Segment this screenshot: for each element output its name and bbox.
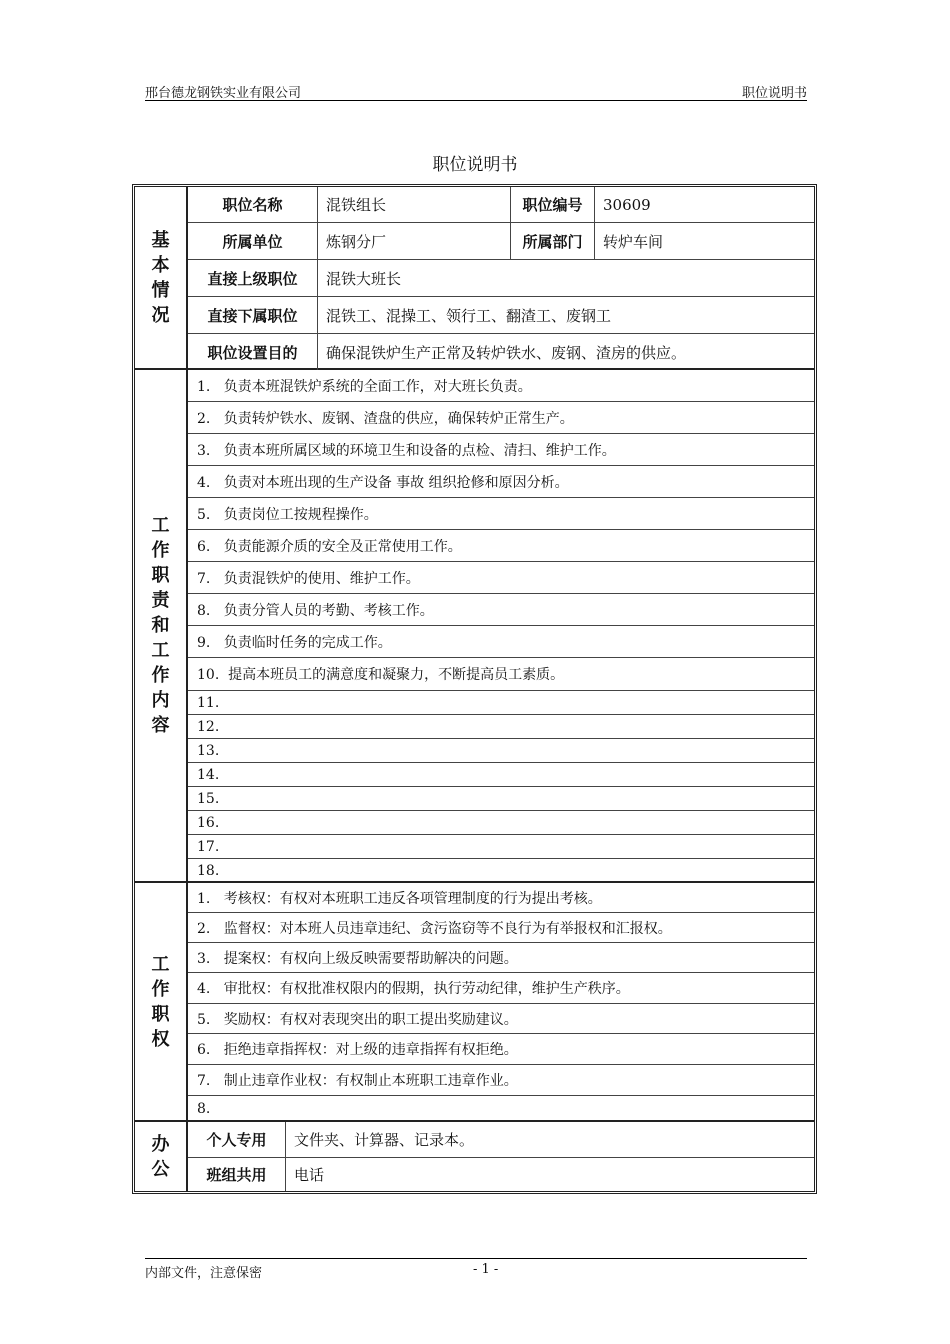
subordinate-value: 混铁工、混操工、领行工、翻渣工、废钢工 bbox=[317, 297, 814, 333]
page-footer bbox=[145, 1258, 807, 1281]
authority-item: 3. 提案权：有权向上级反映需要帮助解决的问题。 bbox=[188, 943, 814, 973]
company-name: 邢台德龙钢铁实业有限公司 bbox=[145, 86, 302, 101]
subordinate-label: 直接下属职位 bbox=[207, 306, 298, 325]
superior-value: 混铁大班长 bbox=[317, 260, 814, 296]
header-doc-type: 职位说明书 bbox=[741, 86, 807, 101]
duty-item: 18. bbox=[197, 863, 220, 879]
authority-item: 8. bbox=[197, 1101, 211, 1117]
authority-item: 5. 奖励权：有权对表现突出的职工提出奖励建议。 bbox=[188, 1004, 814, 1034]
dept-label: 所属部门 bbox=[510, 223, 594, 259]
duty-item: 4. 负责对本班出现的生产设备 事故 组织抢修和原因分析。 bbox=[188, 466, 814, 498]
purpose-row bbox=[188, 334, 814, 370]
authority-item: 7. 制止违章作业权：有权制止本班职工违章作业。 bbox=[188, 1065, 814, 1096]
position-name-value: 混铁组长 bbox=[317, 187, 510, 222]
authority-section bbox=[135, 883, 814, 1122]
duty-item: 12. bbox=[188, 715, 814, 739]
personal-label: 个人专用 bbox=[206, 1131, 267, 1149]
office-section bbox=[135, 1122, 814, 1191]
duty-item: 16. bbox=[188, 811, 814, 835]
duty-item: 3. 负责本班所属区域的环境卫生和设备的点检、清扫、维护工作。 bbox=[188, 434, 814, 466]
unit-label: 所属单位 bbox=[222, 232, 283, 251]
superior-label: 直接上级职位 bbox=[207, 269, 298, 288]
page-header bbox=[145, 80, 807, 101]
authority-side-label: 工 作 职 权 bbox=[135, 883, 188, 1120]
duty-item: 5. 负责岗位工按规程操作。 bbox=[188, 498, 814, 530]
personal-value: 文件夹、计算器、记录本。 bbox=[285, 1122, 814, 1157]
basic-info-section bbox=[135, 187, 814, 370]
shared-value: 电话 bbox=[285, 1158, 814, 1191]
office-personal-row bbox=[188, 1122, 814, 1158]
position-name-label: 职位名称 bbox=[222, 196, 283, 214]
duty-item: 13. bbox=[188, 739, 814, 763]
authority-item: 4. 审批权：有权批准权限内的假期，执行劳动纪律，维护生产秩序。 bbox=[188, 973, 814, 1004]
duty-item: 6. 负责能源介质的安全及正常使用工作。 bbox=[188, 530, 814, 562]
purpose-label: 职位设置目的 bbox=[207, 343, 298, 362]
duty-item: 11. bbox=[188, 691, 814, 715]
document-title: 职位说明书 bbox=[432, 155, 518, 175]
duty-item: 9. 负责临时任务的完成工作。 bbox=[188, 626, 814, 658]
duty-item: 8. 负责分管人员的考勤、考核工作。 bbox=[188, 594, 814, 626]
duties-section bbox=[135, 370, 814, 883]
unit-row bbox=[188, 223, 814, 260]
authority-item: 2. 监督权：对本班人员违章违纪、贪污盗窃等不良行为有举报权和汇报权。 bbox=[188, 913, 814, 943]
duties-side-label: 工 作 职 责 和 工 作 内 容 bbox=[135, 370, 188, 881]
office-side-label: 办 公 bbox=[135, 1122, 188, 1191]
office-shared-row bbox=[188, 1158, 814, 1191]
page-number: - 1 - bbox=[473, 1262, 499, 1277]
subordinate-row bbox=[188, 297, 814, 334]
basic-info-side-label: 基 本 情 况 bbox=[135, 187, 188, 368]
dept-value: 转炉车间 bbox=[594, 223, 814, 259]
authority-item: 1. 考核权：有权对本班职工违反各项管理制度的行为提出考核。 bbox=[188, 883, 814, 913]
duty-item: 1. 负责本班混铁炉系统的全面工作，对大班长负责。 bbox=[188, 370, 814, 402]
superior-row bbox=[188, 260, 814, 297]
confidential-note: 内部文件，注意保密 bbox=[145, 1266, 263, 1281]
authority-item: 6. 拒绝违章指挥权：对上级的违章指挥有权拒绝。 bbox=[188, 1034, 814, 1065]
duty-item: 7. 负责混铁炉的使用、维护工作。 bbox=[188, 562, 814, 594]
shared-label: 班组共用 bbox=[206, 1166, 267, 1184]
purpose-value: 确保混铁炉生产正常及转炉铁水、废钢、渣房的供应。 bbox=[317, 334, 814, 370]
duty-item: 15. bbox=[188, 787, 814, 811]
duty-item: 14. bbox=[188, 763, 814, 787]
duty-item: 10. 提高本班员工的满意度和凝聚力，不断提高员工素质。 bbox=[188, 658, 814, 691]
job-description-table bbox=[132, 184, 817, 1194]
duty-item: 17. bbox=[188, 835, 814, 859]
position-code-label: 职位编号 bbox=[510, 187, 594, 222]
unit-value: 炼钢分厂 bbox=[317, 223, 510, 259]
position-row bbox=[188, 187, 814, 223]
position-code-value: 30609 bbox=[594, 187, 814, 222]
duty-item: 2. 负责转炉铁水、废钢、渣盘的供应，确保转炉正常生产。 bbox=[188, 402, 814, 434]
